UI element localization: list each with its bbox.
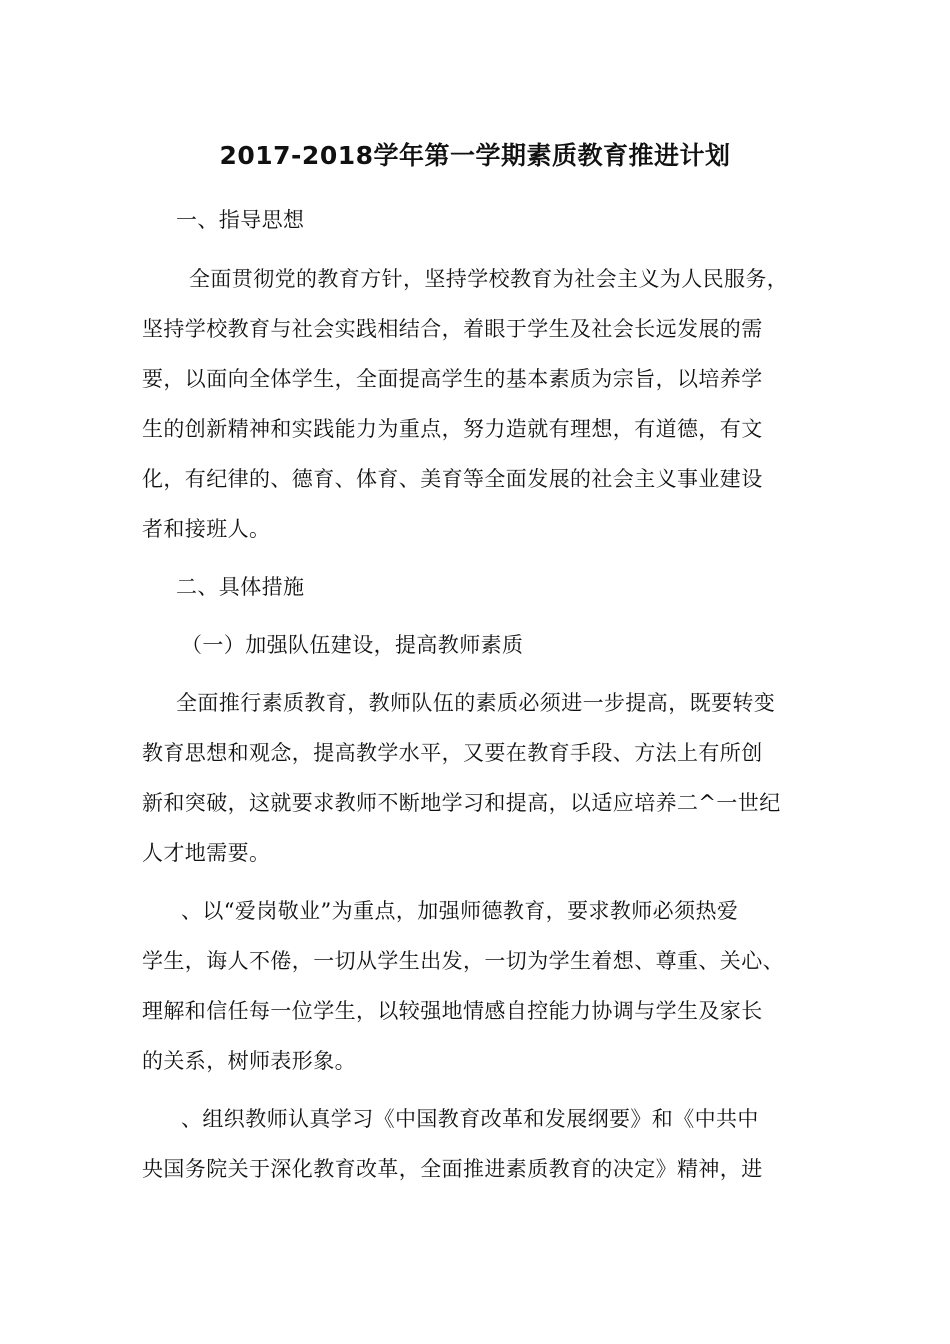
paragraph-line: 理解和信任每一位学生，以较强地情感自控能力协调与学生及家长 [142,999,763,1023]
paragraph-line: 教育思想和观念，提高教学水平，又要在教育手段、方法上有所创 [142,741,763,765]
paragraph-line: 央国务院关于深化教育改革，全面推进素质教育的决定》精神，进 [142,1157,763,1181]
paragraph-line: 学生，诲人不倦，一切从学生出发，一切为学生着想、尊重、关心、 [142,949,784,973]
section-heading-specific-measures: 二、具体措施 [176,575,305,599]
paragraph-line: 新和突破，这就要求教师不断地学习和提高，以适应培养二^一世纪 [142,791,781,815]
paragraph-line: 人才地需要。 [142,841,271,865]
paragraph-line: 的关系，树师表形象。 [142,1049,356,1073]
paragraph-line: 、组织教师认真学习《中国教育改革和发展纲要》和《中共中 [181,1107,759,1131]
paragraph-line: 坚持学校教育与社会实践相结合，着眼于学生及社会长远发展的需 [142,317,763,341]
paragraph-line: 生的创新精神和实践能力为重点，努力造就有理想，有道德，有文 [142,417,763,441]
subsection-heading: （一）加强队伍建设，提高教师素质 [181,633,524,657]
paragraph-line: 全面推行素质教育，教师队伍的素质必须进一步提高，既要转变 [176,691,776,715]
paragraph-line: 化，有纪律的、德育、体育、美育等全面发展的社会主义事业建设 [142,467,763,491]
section-heading-guiding-ideology: 一、指导思想 [176,208,305,232]
paragraph-line: 要，以面向全体学生，全面提高学生的基本素质为宗旨，以培养学 [142,367,763,391]
paragraph-line: 者和接班人。 [142,517,271,541]
document-title: 2017-2018学年第一学期素质教育推进计划 [219,141,731,170]
paragraph-line: 全面贯彻党的教育方针，坚持学校教育为社会主义为人民服务， [189,267,789,291]
paragraph-line: 、以“爱岗敬业”为重点，加强师德教育，要求教师必须热爱 [181,899,739,923]
